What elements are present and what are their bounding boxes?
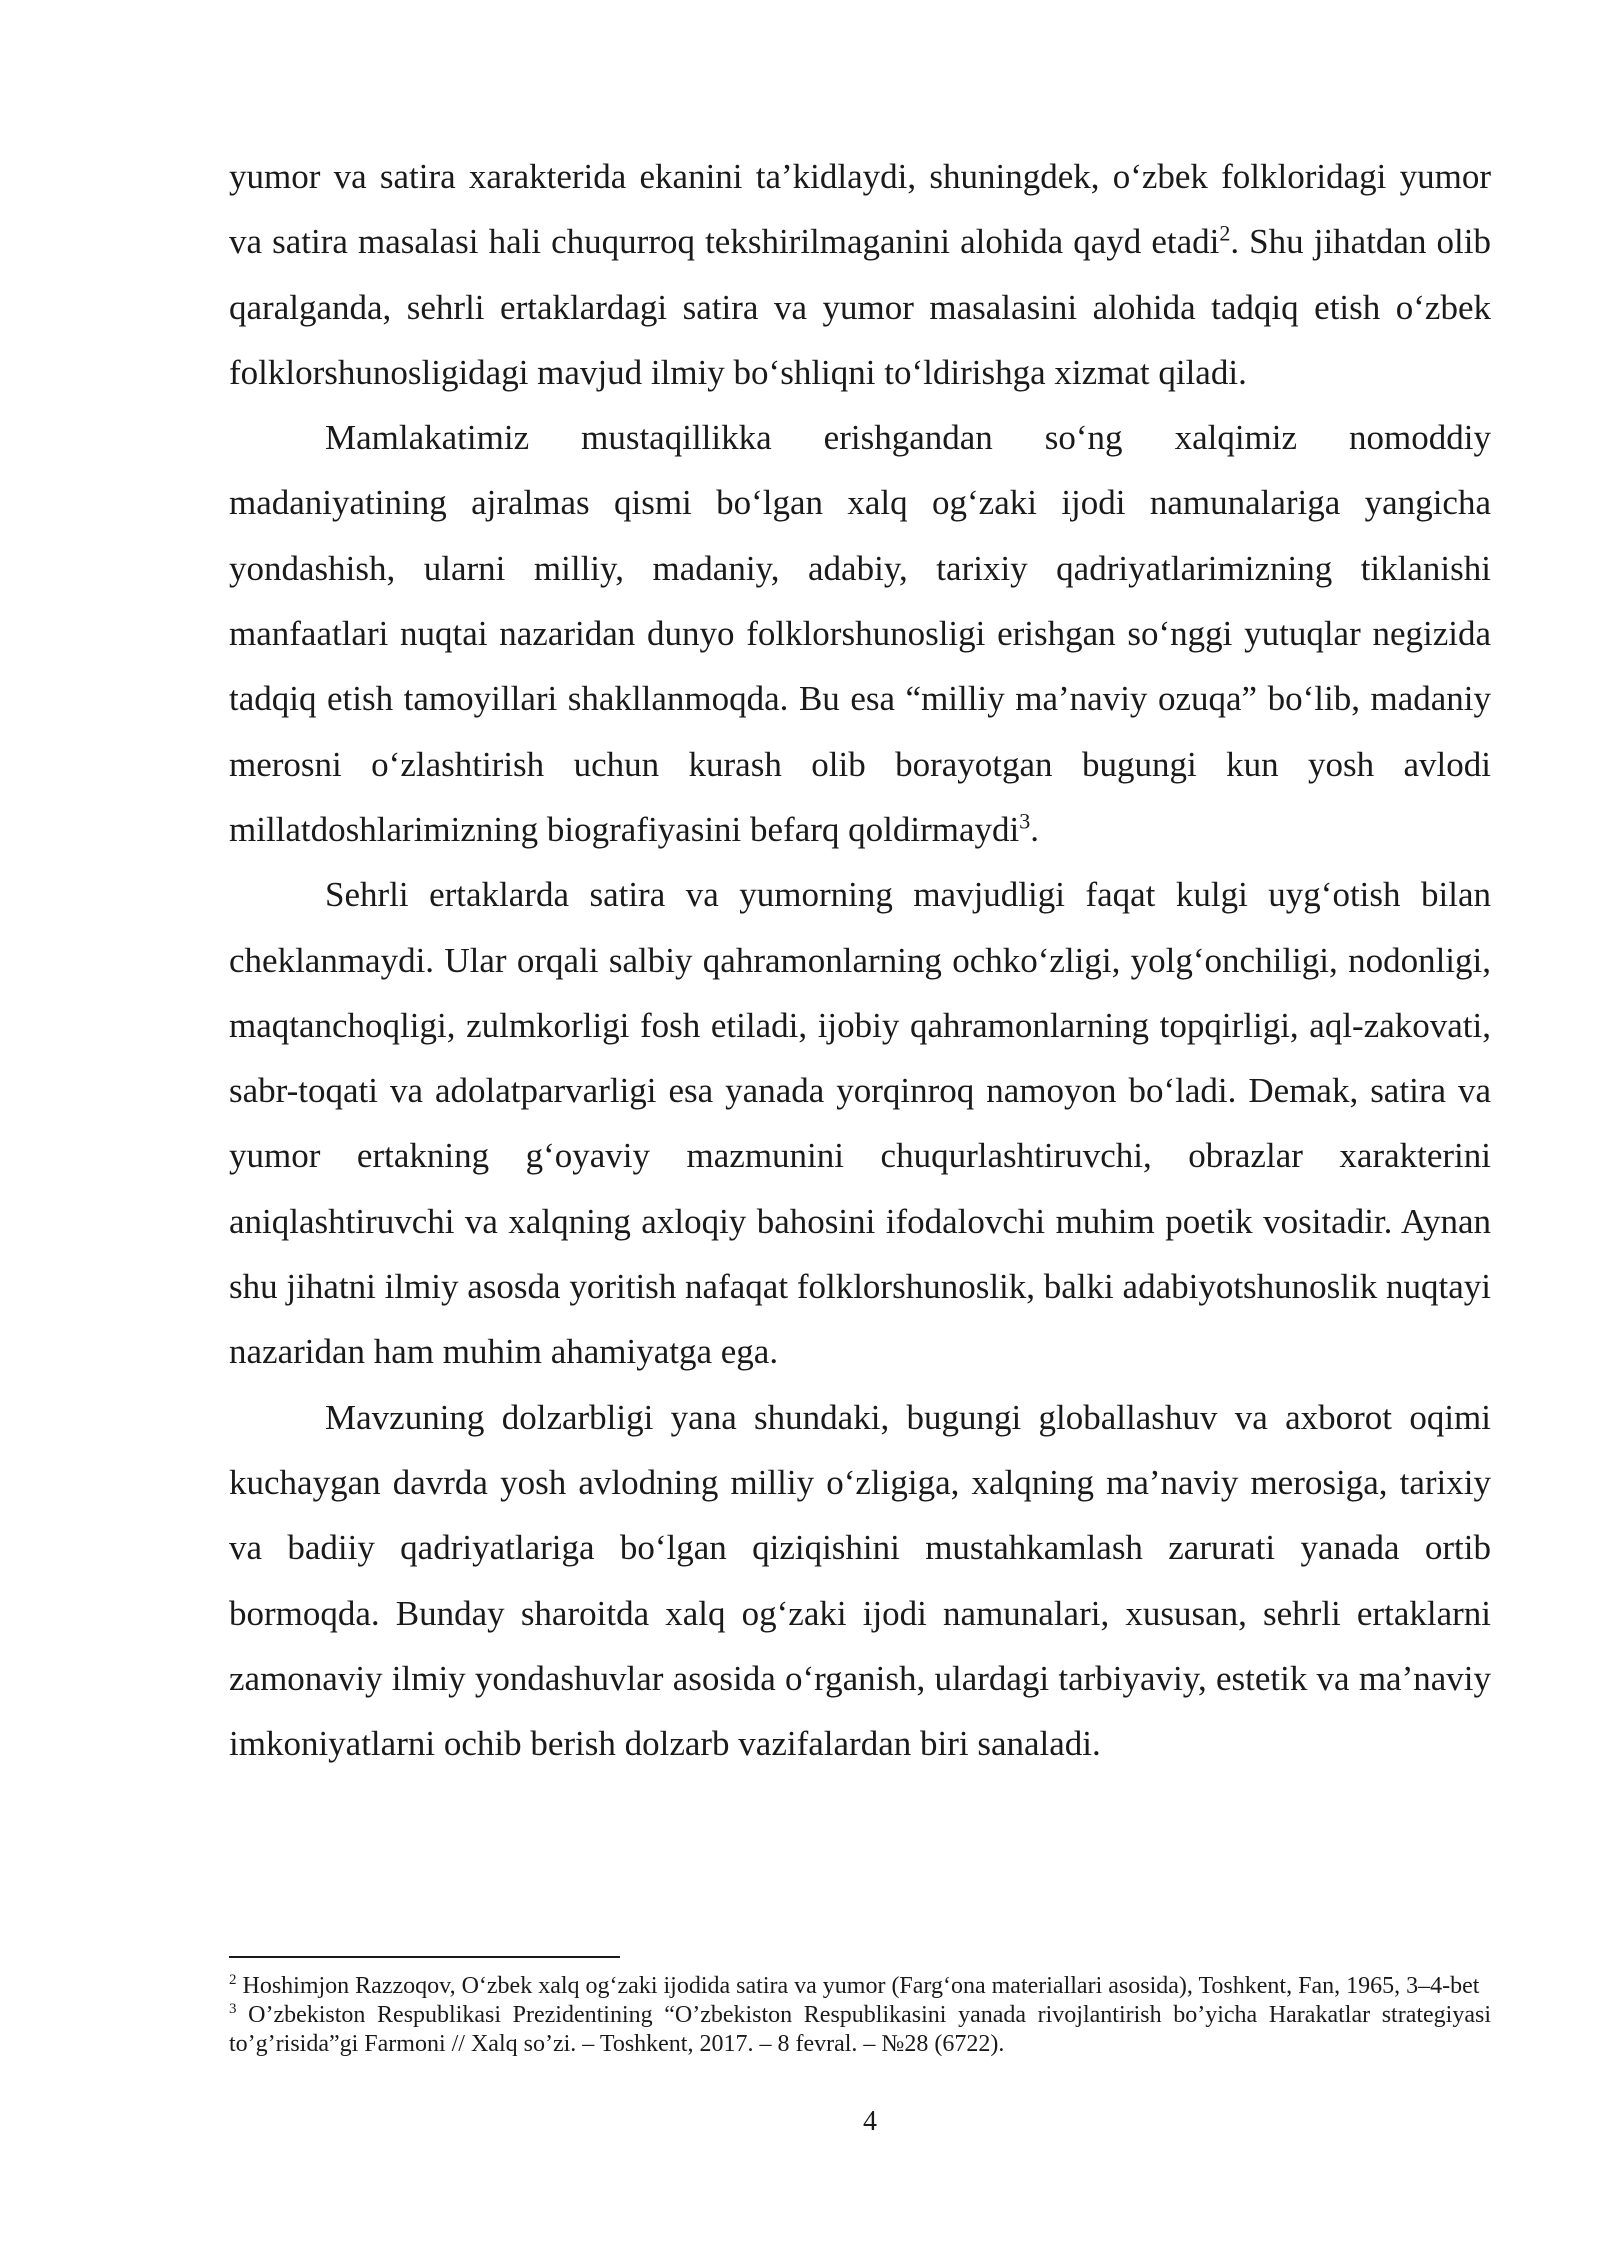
main-text <box>229 144 1491 1776</box>
paragraph-1 <box>229 144 1491 405</box>
paragraph-4: Mavzuning dolzarbligi yana shundaki, bugungi globallashuv va axborot oqimi kuchaygan davrda yosh avlodning milliy o‘zligiga, xalqning ma’naviy merosiga, tarixiy va badiiy qadriyatlariga bo‘lgan qiziqishini mustahkamlash zarurati yanada ortib bormoqda. Bunday sharoitda xalq og‘zaki ijodi namunalari, xususan, sehrli ertaklarni zamonaviy ilmiy yondashuvlar asosida o‘rganish, ulardagi tarbiyaviy, estetik va ma’naviy imkoniyatlarni ochib berish dolzarb vazifalardan biri sanaladi. <box>229 1397 1491 1764</box>
footnote-2-number: 2 <box>229 1972 237 1988</box>
paragraph-3: Sehrli ertaklarda satira va yumorning mavjudligi faqat kulgi uyg‘otish bilan cheklanmaydi. Ular orqali salbiy qahramonlarning ochko‘zligi, yolg‘onchiligi, nodonligi, maqtanchoqligi, zulmkorligi fosh etiladi, ijobiy qahramonlarning topqirligi, aql-zakovati, sabr-toqati va adolatparvarligi esa yanada yorqinroq namoyon bo‘ladi. Demak, satira va yumor ertakning g‘oyaviy mazmunini chuqurlashtiruvchi, obrazlar xarakterini aniqlashtiruvchi va xalqning axloqiy bahosini ifodalovchi muhim poetik vositadir. Aynan shu jihatni ilmiy asosda yoritish nafaqat folklorshunoslik, balki adabiyotshunoslik nuqtayi nazaridan ham muhim ahamiyatga ega. <box>229 875 1491 1372</box>
paragraph-2-text: Mamlakatimiz mustaqillikka erishgandan so‘ng xalqimiz nomoddiy madaniyatining ajralmas qismi bo‘lgan xalq og‘zaki ijodi namunalariga yangicha yondashish, ularni milliy, madaniy, adabiy, tarixiy qadriyatlarimizning tiklanishi manfaatlari nuqtai nazaridan dunyo folklorshunosligi erishgan so‘nggi yutuqlar negizida tadqiq etish tamoyillari shakllanmoqda. Bu esa “milliy ma’naviy ozuqa” bo‘lib, madaniy merosni o‘zlashtirish uchun kurash olib borayotgan bugungi kun yosh avlodi millatdoshlarimizning biografiyasini befarq qoldirmaydi <box>229 418 1491 849</box>
footnote-ref-2: 2 <box>1219 220 1231 246</box>
footnote-3-number: 3 <box>229 2001 237 2017</box>
paragraph-2-tail: . <box>1030 809 1039 849</box>
paragraph-1-tail: . Shu jihatdan olib qaralganda, sehrli ertaklardagi satira va yumor masalasini alohida tadqiq etish o‘zbek folklorshunosligidagi mavjud ilmiy bo‘shliqni to‘ldirishga xizmat qiladi. <box>229 222 1491 392</box>
footnote-2 <box>229 1972 1491 2001</box>
footnote-ref-3: 3 <box>1019 808 1031 834</box>
footnotes <box>229 1972 1491 2059</box>
page-number: 4 <box>863 2106 877 2137</box>
paragraph-2 <box>229 405 1491 862</box>
footnote-separator <box>229 1956 620 1958</box>
paragraph-1-text: yumor va satira xarakterida ekanini ta’kidlaydi, shuningdek, o‘zbek folkloridagi yumor va satira masalasi hali chuqurroq tekshirilmaganini alohida qayd etadi <box>229 157 1491 262</box>
footnote-2-text: Hoshimjon Razzoqov, O‘zbek xalq og‘zaki ijodida satira va yumor (Farg‘ona materiallari asosida), Toshkent, Fan, 1965, 3–4-bet <box>236 1973 1480 1999</box>
footnote-3-text: O’zbekiston Respublikasi Prezidentining “O’zbekiston Respublikasini yanada rivojlantirish bo’yicha Harakatlar strategiyasi to’g’risida”gi Farmoni // Xalq so’zi. – Toshkent, 2017. – 8 fevral. – №28 (6722). <box>229 2002 1491 2057</box>
footnote-3 <box>229 2001 1491 2059</box>
